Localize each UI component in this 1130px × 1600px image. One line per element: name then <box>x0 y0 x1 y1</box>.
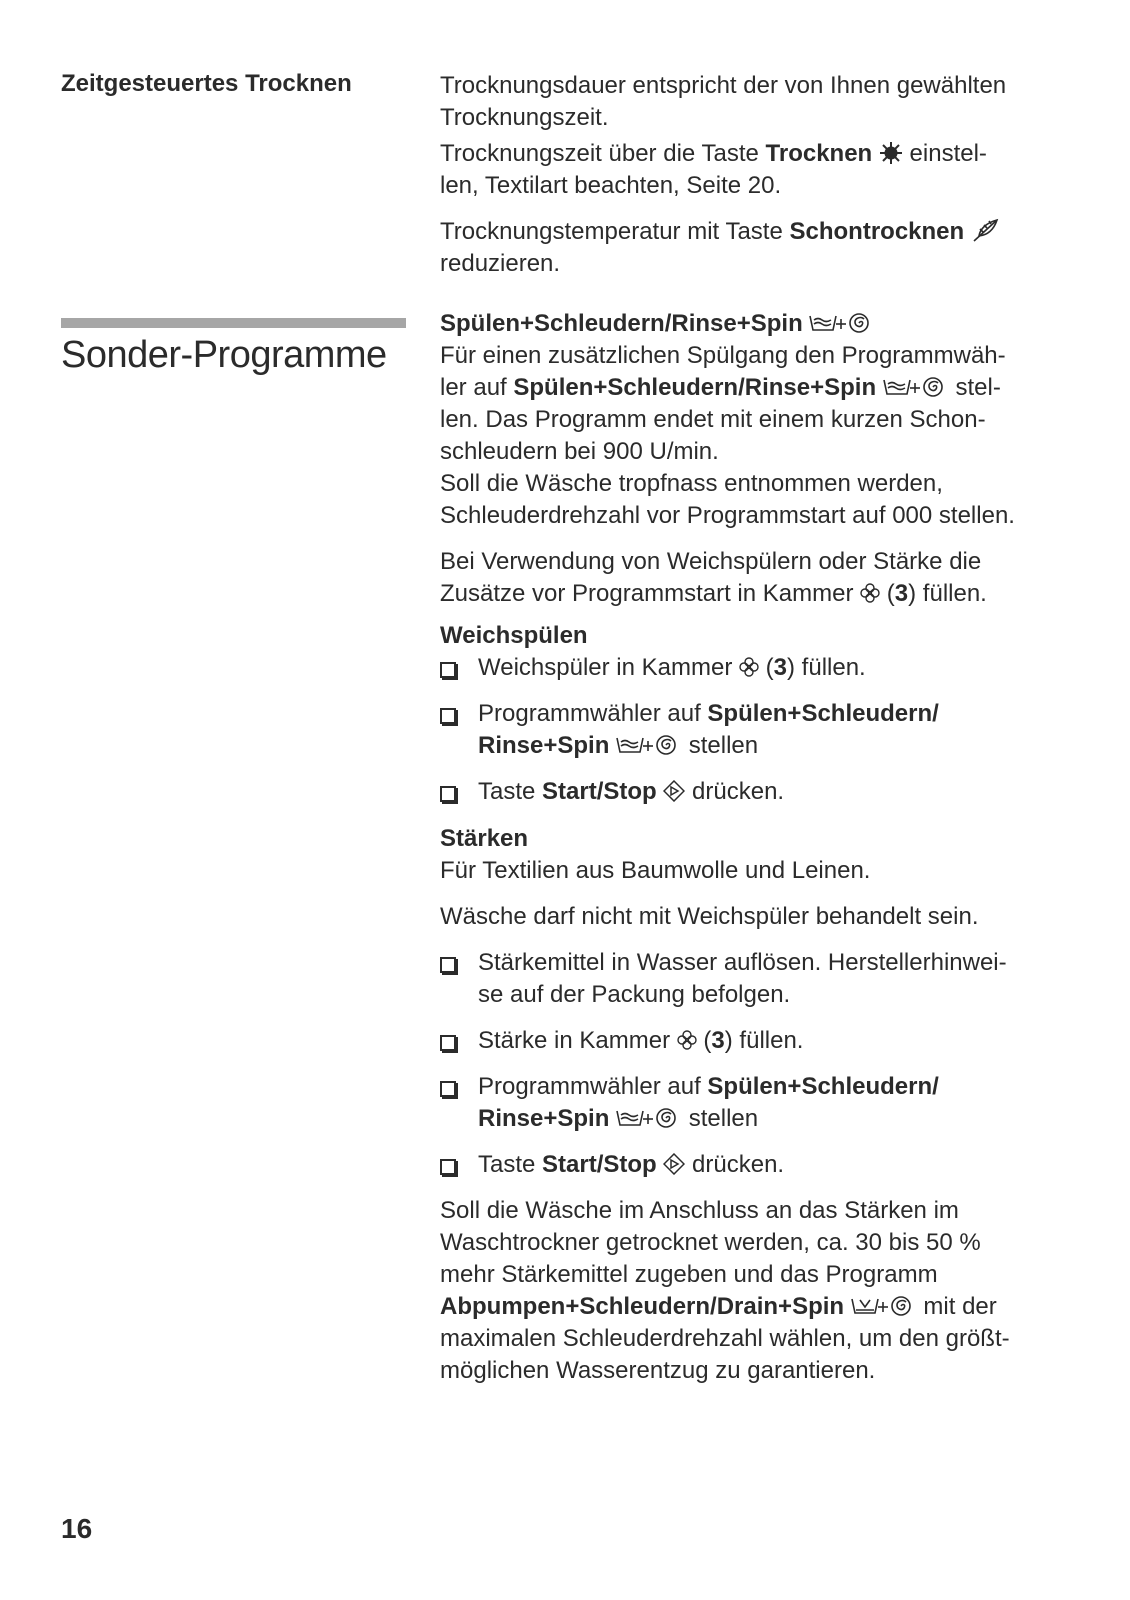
subheading: Weichspülen <box>440 622 588 649</box>
text: mit der <box>916 1293 997 1320</box>
text-line: Zusätze vor Programmstart in Kammer (3) füllen. <box>440 580 987 607</box>
list-item <box>440 698 1080 762</box>
softener-flower-icon <box>677 1030 697 1050</box>
key-label: Start/Stop <box>542 1151 657 1178</box>
list-item <box>440 1071 1080 1135</box>
rinse-spin-icon <box>883 374 949 398</box>
program-label: Spülen+Schleudern/Rinse+Spin <box>513 374 877 401</box>
subheading: Stärken <box>440 825 529 852</box>
paragraph: Für Textilien aus Baumwolle und Leinen. <box>440 857 871 884</box>
start-stop-icon <box>663 780 685 802</box>
key-label: Schontrocknen <box>789 218 965 245</box>
program-label: Rinse+Spin <box>478 732 610 759</box>
key-label: Start/Stop <box>542 778 657 805</box>
text: stel- <box>948 374 1001 401</box>
text-line: Für einen zusätzlichen Spülgang den Programmwäh- <box>440 342 1006 369</box>
text-line: Bei Verwendung von Weichspülern oder Stärke die <box>440 548 982 575</box>
text: Taste <box>478 1151 543 1178</box>
text: drücken. <box>685 778 785 805</box>
section-rule <box>61 318 406 328</box>
sun-icon <box>879 141 903 165</box>
text: Stärke in Kammer <box>478 1027 677 1054</box>
text-line: len. Das Programm endet mit einem kurzen Schon- <box>440 406 986 433</box>
text-line: Soll die Wäsche tropfnass entnommen werden, <box>440 470 943 497</box>
paragraph: Trocknungsdauer entspricht der von Ihnen gewählten Trocknungszeit. <box>440 72 1007 131</box>
text: len, Textilart beachten, Seite 20. <box>440 172 782 199</box>
rinse-spin-icon <box>616 1105 682 1129</box>
text: Weichspüler in Kammer <box>478 654 739 681</box>
key-label: Trocknen <box>765 140 873 167</box>
page-number: 16 <box>61 1513 93 1544</box>
text-line: schleudern bei 900 U/min. <box>440 438 719 465</box>
text-line: mehr Stärkemittel zugeben und das Programm <box>440 1261 938 1288</box>
text: Stärkemittel in Wasser auflösen. Herstellerhinwei- <box>478 949 1007 976</box>
list-item: Stärke in Kammer (3) füllen. <box>440 1025 1080 1057</box>
text-line <box>440 1291 1080 1323</box>
text: drücken. <box>685 1151 785 1178</box>
checkbox-bullet-icon <box>440 1159 456 1175</box>
text-line <box>440 372 1080 404</box>
text: füllen. <box>795 654 866 681</box>
subheading <box>440 308 1080 340</box>
text: se auf der Packung befolgen. <box>478 981 791 1008</box>
text: Programmwähler auf <box>478 700 708 727</box>
text: Zusätze vor Programmstart in Kammer <box>440 580 861 607</box>
text-line: Waschtrockner getrocknet werden, ca. 30 bis 50 % <box>440 1229 981 1256</box>
list-item <box>440 947 1080 1011</box>
list-item: Weichspüler in Kammer (3) füllen. <box>440 652 1080 684</box>
text-line: möglichen Wasserentzug zu garantieren. <box>440 1357 876 1384</box>
text: Taste <box>478 778 543 805</box>
starch-block <box>440 823 1080 1387</box>
text-line: Soll die Wäsche im Anschluss an das Stärken im <box>440 1197 959 1224</box>
text: ler auf <box>440 374 514 401</box>
paragraph <box>440 138 1080 202</box>
text: einstel- <box>902 140 987 167</box>
program-label: Rinse+Spin <box>478 1105 610 1132</box>
side-heading: Zeitgesteuertes Trocknen <box>61 70 352 97</box>
text: füllen. <box>916 580 987 607</box>
text: Trocknungstemperatur mit Taste <box>440 218 790 245</box>
feather-icon <box>971 217 1001 243</box>
subheading-text: Spülen+Schleudern/Rinse+Spin <box>440 310 803 337</box>
rinse-spin-block <box>440 308 1080 610</box>
start-stop-icon <box>663 1153 685 1175</box>
program-label: Abpumpen+Schleudern/Drain+Spin <box>440 1293 845 1320</box>
checkbox-bullet-icon <box>440 1035 456 1051</box>
chamber-number: 3 <box>711 1027 725 1054</box>
checkbox-bullet-icon <box>440 1081 456 1097</box>
paragraph: Wäsche darf nicht mit Weichspüler behandelt sein. <box>440 903 979 930</box>
text: stellen <box>682 732 759 759</box>
list-item <box>440 1149 1080 1181</box>
rinse-spin-icon <box>809 310 875 334</box>
checkbox-bullet-icon <box>440 662 456 678</box>
checkbox-bullet-icon <box>440 708 456 724</box>
text-line: Schleuderdrehzahl vor Programmstart auf 000 stellen. <box>440 502 1015 529</box>
program-label: Spülen+Schleudern/ <box>707 1073 939 1100</box>
checkbox-bullet-icon <box>440 786 456 802</box>
text-line: maximalen Schleuderdrehzahl wählen, um den größt- <box>440 1325 1010 1352</box>
list-item <box>440 776 1080 808</box>
paragraph <box>440 216 1080 280</box>
text: füllen. <box>732 1027 804 1054</box>
program-label: Spülen+Schleudern/ <box>707 700 939 727</box>
softener-flower-icon <box>860 583 880 603</box>
text: stellen <box>682 1105 759 1132</box>
section-title: Sonder-Programme <box>61 334 387 376</box>
text: Programmwähler auf <box>478 1073 708 1100</box>
drying-block <box>440 70 1080 280</box>
chamber-number: 3 <box>894 580 909 607</box>
softener-block <box>440 620 1080 808</box>
softener-flower-icon <box>739 657 759 677</box>
rinse-spin-icon <box>616 732 682 756</box>
drain-spin-icon <box>851 1293 917 1317</box>
checkbox-bullet-icon <box>440 957 456 973</box>
text: reduzieren. <box>440 250 561 277</box>
chamber-number: 3 <box>773 654 788 681</box>
text: Trocknungszeit über die Taste <box>440 140 766 167</box>
